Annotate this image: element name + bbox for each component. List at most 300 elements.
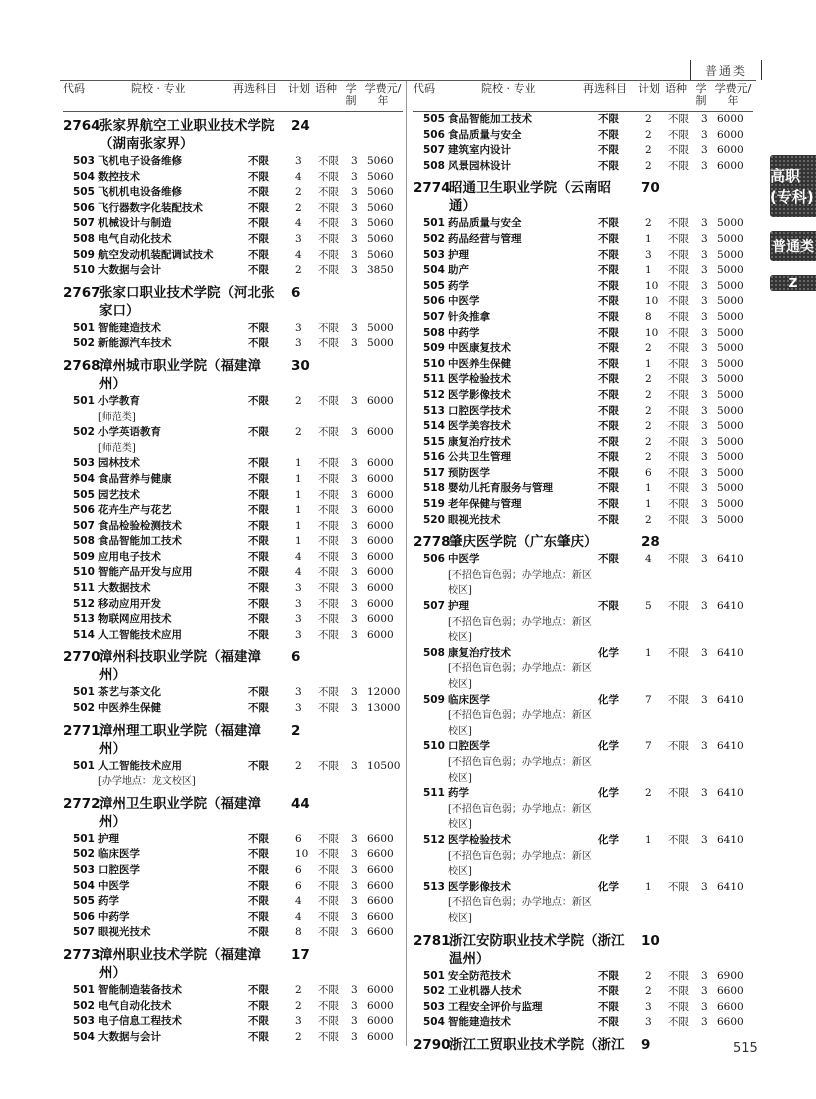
- major-fee: 6410: [717, 833, 744, 846]
- major-subject: 不限: [248, 321, 269, 334]
- major-plan: 2: [645, 217, 652, 230]
- major-length: 3: [701, 373, 708, 386]
- major-length: 3: [701, 357, 708, 370]
- major-length: 3: [701, 128, 708, 141]
- major-lang: 不限: [668, 232, 689, 245]
- major-plan: 2: [295, 983, 302, 996]
- major-lang: 不限: [318, 702, 339, 715]
- major-row: [413, 513, 753, 529]
- major-row: [63, 503, 403, 519]
- major-lang: 不限: [318, 879, 339, 892]
- major-row: [413, 450, 753, 466]
- major-fee: 6000: [367, 566, 394, 579]
- major-lang: 不限: [668, 264, 689, 277]
- major-name: 食品营养与健康: [98, 472, 172, 485]
- major-subject: 不限: [248, 926, 269, 939]
- major-code: 508: [73, 232, 95, 245]
- major-code: 511: [423, 373, 445, 386]
- major-length: 3: [351, 201, 358, 214]
- major-fee: 6000: [367, 983, 394, 996]
- major-note: [不招色盲色弱；办学地点：新区校区]: [448, 850, 592, 878]
- major-plan: 2: [645, 373, 652, 386]
- major-row: [413, 599, 753, 646]
- major-code: 503: [73, 457, 95, 470]
- major-plan: 3: [295, 702, 302, 715]
- major-lang: 不限: [318, 394, 339, 407]
- major-name: 医学检验技术: [448, 833, 511, 846]
- major-fee: 6600: [367, 848, 394, 861]
- major-row: [413, 786, 753, 833]
- major-subject: 不限: [598, 217, 619, 230]
- school-plan: 24: [291, 118, 310, 134]
- major-code: 508: [423, 326, 445, 339]
- major-length: 3: [351, 686, 358, 699]
- column-header: [413, 81, 753, 112]
- major-plan: 1: [645, 880, 652, 893]
- major-name: 机械设计与制造: [98, 217, 172, 230]
- major-lang: 不限: [318, 519, 339, 532]
- major-plan: 2: [645, 985, 652, 998]
- major-fee: 5000: [717, 279, 744, 292]
- school-plan: 10: [641, 932, 660, 949]
- major-plan: 3: [295, 232, 302, 245]
- major-fee: 5060: [367, 170, 394, 183]
- major-lang: 不限: [318, 582, 339, 595]
- major-lang: 不限: [668, 279, 689, 292]
- major-lang: 不限: [318, 1015, 339, 1028]
- major-fee: 13000: [367, 702, 401, 715]
- major-row: [413, 984, 753, 1000]
- major-length: 3: [351, 155, 358, 167]
- major-fee: 6000: [367, 426, 394, 439]
- header-lang: 语种: [315, 82, 337, 95]
- page-number: 515: [733, 1041, 758, 1056]
- major-name: 康复治疗技术: [448, 435, 511, 448]
- major-row: [413, 326, 753, 342]
- major-name: 公共卫生管理: [448, 451, 511, 464]
- major-name: 智能建造技术: [98, 321, 161, 334]
- major-row: [63, 597, 403, 613]
- major-lang: 不限: [318, 759, 339, 772]
- major-lang: 不限: [318, 217, 339, 230]
- major-plan: 2: [645, 420, 652, 433]
- major-subject: 不限: [248, 613, 269, 626]
- major-row: [413, 357, 753, 373]
- major-plan: 3: [295, 613, 302, 626]
- major-length: 3: [351, 702, 358, 715]
- major-code: 507: [423, 600, 445, 613]
- major-name: 医学美容技术: [448, 420, 511, 433]
- major-name: 电气自动化技术: [98, 999, 172, 1012]
- major-plan: 2: [645, 388, 652, 401]
- major-length: 3: [701, 833, 708, 846]
- major-fee: 6000: [367, 519, 394, 532]
- major-name: 口腔医学: [98, 864, 140, 876]
- major-name: 药品质量与安全: [448, 217, 522, 230]
- major-subject: 不限: [598, 388, 619, 401]
- major-subject: 不限: [248, 686, 269, 699]
- major-row: [413, 693, 753, 740]
- major-length: 3: [701, 248, 708, 261]
- major-code: 511: [423, 787, 445, 800]
- major-subject: 不限: [248, 488, 269, 501]
- major-row: [63, 425, 403, 456]
- major-name: 飞行器数字化装配技术: [98, 201, 203, 214]
- major-name: 工业机器人技术: [448, 985, 522, 998]
- major-name: 医学影像技术: [448, 880, 511, 893]
- major-row: [413, 419, 753, 435]
- major-plan: 6: [295, 879, 302, 892]
- major-fee: 5060: [367, 201, 394, 214]
- major-code: 505: [423, 279, 445, 292]
- major-name: 中医康复技术: [448, 342, 511, 355]
- major-code: 502: [73, 848, 95, 861]
- major-lang: 不限: [318, 895, 339, 908]
- major-note: [不招色盲色弱；办学地点：新区校区]: [448, 897, 592, 924]
- major-name: 中医学: [448, 295, 480, 308]
- major-name: 飞机电子设备维修: [98, 155, 182, 167]
- column-header: [63, 81, 403, 112]
- major-subject: 不限: [598, 232, 619, 245]
- school-name: 浙江安防职业技术学院（浙江温州）: [449, 932, 625, 967]
- major-name: 物联网应用技术: [98, 613, 172, 626]
- major-note: [不招色盲色弱；办学地点：新区校区]: [448, 803, 592, 831]
- header-code: 代码: [413, 82, 435, 95]
- major-length: 3: [701, 388, 708, 401]
- major-code: 504: [423, 264, 445, 277]
- major-name: 移动应用开发: [98, 597, 161, 610]
- major-length: 3: [701, 451, 708, 464]
- major-name: 智能建造技术: [448, 1016, 511, 1029]
- major-row: [413, 294, 753, 310]
- major-fee: 6000: [367, 999, 394, 1012]
- major-row: [63, 983, 403, 999]
- major-code: 507: [423, 310, 445, 323]
- major-code: 513: [73, 613, 95, 626]
- major-row: [63, 612, 403, 628]
- major-plan: 7: [645, 740, 652, 753]
- major-code: 510: [73, 264, 95, 277]
- major-length: 3: [701, 159, 708, 172]
- major-length: 3: [351, 394, 358, 407]
- major-plan: 2: [645, 342, 652, 355]
- major-name: 食品检验检测技术: [98, 519, 182, 532]
- major-lang: 不限: [668, 420, 689, 433]
- major-code: 510: [423, 357, 445, 370]
- major-lang: 不限: [318, 426, 339, 439]
- major-lang: 不限: [668, 880, 689, 893]
- major-subject: 不限: [598, 1016, 619, 1029]
- major-plan: 2: [645, 451, 652, 464]
- header-subject: 再选科目: [233, 82, 277, 95]
- major-code: 502: [73, 999, 95, 1012]
- major-lang: 不限: [668, 159, 689, 172]
- major-lang: 不限: [318, 155, 339, 167]
- major-name: 茶艺与茶文化: [98, 686, 161, 699]
- major-lang: 不限: [318, 550, 339, 563]
- major-name: 大数据技术: [98, 582, 151, 595]
- major-code: 503: [423, 248, 445, 261]
- major-plan: 3: [295, 155, 302, 167]
- major-code: 501: [73, 759, 95, 772]
- major-fee: 6000: [367, 488, 394, 501]
- major-name: 建筑室内设计: [448, 144, 511, 157]
- major-fee: 5000: [717, 466, 744, 479]
- major-length: 3: [351, 321, 358, 334]
- major-subject: 不限: [248, 864, 269, 876]
- major-plan: 1: [645, 833, 652, 846]
- major-name: 新能源汽车技术: [98, 337, 172, 350]
- major-subject: 不限: [598, 279, 619, 292]
- major-plan: 3: [645, 248, 652, 261]
- major-code: 504: [73, 1030, 95, 1043]
- school-name: 浙江工贸职业技术学院（浙江: [449, 1036, 625, 1053]
- major-plan: 2: [295, 394, 302, 407]
- major-name: 小学教育: [98, 394, 140, 407]
- major-lang: 不限: [318, 686, 339, 699]
- major-code: 509: [423, 342, 445, 355]
- major-length: 3: [701, 326, 708, 339]
- major-lang: 不限: [668, 646, 689, 659]
- major-plan: 1: [295, 488, 302, 501]
- major-length: 3: [351, 1030, 358, 1043]
- major-code: 519: [423, 498, 445, 511]
- header-fee: 学费元/年: [364, 82, 402, 107]
- major-plan: 1: [645, 498, 652, 511]
- major-row: [413, 466, 753, 482]
- major-name: 风景园林设计: [448, 159, 511, 172]
- major-subject: 化学: [598, 880, 619, 893]
- major-subject: 不限: [248, 879, 269, 892]
- major-fee: 5000: [717, 435, 744, 448]
- major-subject: 不限: [598, 451, 619, 464]
- major-length: 3: [701, 1016, 708, 1029]
- major-subject: 不限: [248, 535, 269, 548]
- major-subject: 不限: [248, 910, 269, 923]
- major-plan: 2: [645, 435, 652, 448]
- major-fee: 6000: [717, 128, 744, 141]
- major-fee: 6410: [717, 740, 744, 753]
- major-fee: 6000: [367, 535, 394, 548]
- major-lang: 不限: [318, 186, 339, 199]
- major-plan: 2: [645, 969, 652, 982]
- major-code: 509: [423, 693, 445, 706]
- major-name: 护理: [98, 832, 119, 845]
- school-heading: [413, 533, 753, 551]
- major-row: [63, 170, 403, 186]
- major-name: 药学: [448, 279, 469, 292]
- major-subject: 不限: [248, 201, 269, 214]
- major-fee: 5000: [717, 326, 744, 339]
- major-subject: 化学: [598, 833, 619, 846]
- major-fee: 5000: [717, 217, 744, 230]
- major-lang: 不限: [668, 969, 689, 982]
- major-length: 3: [351, 472, 358, 485]
- major-subject: 不限: [248, 566, 269, 579]
- major-row: [63, 685, 403, 701]
- major-lang: 不限: [318, 832, 339, 845]
- major-subject: 不限: [248, 426, 269, 439]
- major-name: 康复治疗技术: [448, 646, 511, 659]
- major-fee: 6410: [717, 600, 744, 613]
- major-plan: 2: [295, 1030, 302, 1043]
- major-code: 507: [73, 926, 95, 939]
- major-subject: 不限: [248, 1015, 269, 1028]
- major-code: 512: [423, 388, 445, 401]
- major-length: 3: [351, 264, 358, 277]
- major-name: 智能制造装备技术: [98, 983, 182, 996]
- major-subject: 不限: [248, 895, 269, 908]
- major-code: 514: [423, 420, 445, 433]
- major-subject: 化学: [598, 693, 619, 706]
- major-code: 507: [73, 217, 95, 230]
- major-fee: 6000: [367, 1030, 394, 1043]
- major-row: [63, 248, 403, 264]
- major-fee: 6000: [717, 159, 744, 172]
- major-length: 3: [701, 264, 708, 277]
- major-name: 药学: [98, 895, 119, 908]
- major-name: 护理: [448, 600, 469, 613]
- major-subject: 不限: [598, 128, 619, 141]
- major-name: 电气自动化技术: [98, 232, 172, 245]
- major-plan: 2: [295, 426, 302, 439]
- major-lang: 不限: [318, 472, 339, 485]
- major-plan: 1: [295, 519, 302, 532]
- major-fee: 5000: [717, 482, 744, 495]
- major-length: 3: [351, 337, 358, 350]
- major-length: 3: [701, 985, 708, 998]
- major-name: 食品智能加工技术: [98, 535, 182, 548]
- major-length: 3: [701, 740, 708, 753]
- major-name: 婴幼儿托育服务与管理: [448, 482, 553, 495]
- school-code: 2770: [63, 649, 101, 666]
- major-length: 3: [351, 926, 358, 939]
- major-row: [413, 646, 753, 693]
- major-fee: 5000: [717, 232, 744, 245]
- major-fee: 5060: [367, 186, 394, 199]
- school-code: 2764: [63, 118, 101, 134]
- major-code: 502: [73, 337, 95, 350]
- major-row: [63, 216, 403, 232]
- major-length: 3: [701, 498, 708, 511]
- major-fee: 5060: [367, 248, 394, 261]
- major-name: 应用电子技术: [98, 550, 161, 563]
- major-lang: 不限: [318, 983, 339, 996]
- major-plan: 10: [645, 326, 659, 339]
- school-code: 2781: [413, 932, 451, 949]
- major-fee: 6000: [367, 613, 394, 626]
- school-plan: 2: [291, 722, 301, 739]
- major-subject: 不限: [248, 832, 269, 845]
- major-plan: 2: [295, 186, 302, 199]
- major-plan: 2: [645, 404, 652, 417]
- major-note: [不招色盲色弱；办学地点：新区校区]: [448, 663, 592, 690]
- major-name: 飞机机电设备维修: [98, 186, 182, 199]
- major-length: 3: [701, 513, 708, 526]
- major-lang: 不限: [318, 232, 339, 245]
- major-subject: 不限: [598, 553, 619, 566]
- major-lang: 不限: [668, 310, 689, 323]
- major-lang: 不限: [318, 597, 339, 610]
- major-fee: 6600: [717, 1000, 744, 1013]
- major-fee: 6000: [367, 472, 394, 485]
- major-row: [413, 497, 753, 513]
- major-code: 518: [423, 482, 445, 495]
- major-code: 501: [73, 321, 95, 334]
- major-subject: 不限: [248, 848, 269, 861]
- major-plan: 2: [295, 201, 302, 214]
- major-fee: 6000: [367, 457, 394, 470]
- major-plan: 5: [645, 600, 652, 613]
- major-fee: 5000: [717, 451, 744, 464]
- major-lang: 不限: [318, 201, 339, 214]
- major-code: 503: [73, 864, 95, 876]
- school-code: 2773: [63, 946, 101, 963]
- major-subject: 不限: [598, 513, 619, 526]
- major-code: 503: [423, 1000, 445, 1013]
- major-code: 506: [423, 128, 445, 141]
- major-length: 3: [701, 435, 708, 448]
- major-fee: 5000: [717, 357, 744, 370]
- major-plan: 2: [645, 159, 652, 172]
- major-name: 花卉生产与花艺: [98, 504, 172, 517]
- major-fee: 6600: [367, 879, 394, 892]
- major-row: [413, 1015, 753, 1031]
- major-name: 航空发动机装配调试技术: [98, 248, 214, 261]
- major-row: [413, 248, 753, 264]
- school-heading: [63, 284, 403, 320]
- major-plan: 4: [295, 248, 302, 261]
- major-name: 临床医学: [98, 848, 140, 861]
- major-code: 507: [73, 519, 95, 532]
- major-plan: 4: [295, 170, 302, 183]
- major-length: 3: [351, 426, 358, 439]
- major-code: 505: [423, 113, 445, 125]
- major-lang: 不限: [668, 342, 689, 355]
- major-plan: 3: [295, 337, 302, 350]
- major-name: 口腔医学技术: [448, 404, 511, 417]
- major-length: 3: [351, 848, 358, 861]
- major-plan: 3: [645, 1016, 652, 1029]
- major-code: 504: [423, 1016, 445, 1029]
- major-name: 园艺技术: [98, 488, 140, 501]
- major-length: 3: [351, 864, 358, 876]
- major-fee: 6000: [717, 144, 744, 157]
- major-name: 中医养生保健: [98, 702, 161, 715]
- major-code: 505: [73, 186, 95, 199]
- major-subject: 不限: [248, 248, 269, 261]
- major-row: [63, 154, 403, 170]
- school-heading: [63, 946, 403, 982]
- school-code: 2767: [63, 284, 101, 301]
- major-name: 人工智能技术应用: [98, 759, 182, 772]
- major-code: 509: [73, 550, 95, 563]
- major-row: [63, 263, 403, 279]
- major-code: 501: [73, 686, 95, 699]
- major-length: 3: [701, 646, 708, 659]
- major-row: [63, 847, 403, 863]
- side-tabs: [770, 155, 816, 305]
- major-subject: 不限: [598, 969, 619, 982]
- major-code: 511: [73, 582, 95, 595]
- right-column: [413, 81, 753, 1055]
- major-plan: 4: [295, 217, 302, 230]
- major-subject: 不限: [598, 600, 619, 613]
- major-plan: 6: [645, 466, 652, 479]
- major-name: 大数据与会计: [98, 264, 161, 277]
- major-row: [413, 388, 753, 404]
- school-heading: [63, 648, 403, 684]
